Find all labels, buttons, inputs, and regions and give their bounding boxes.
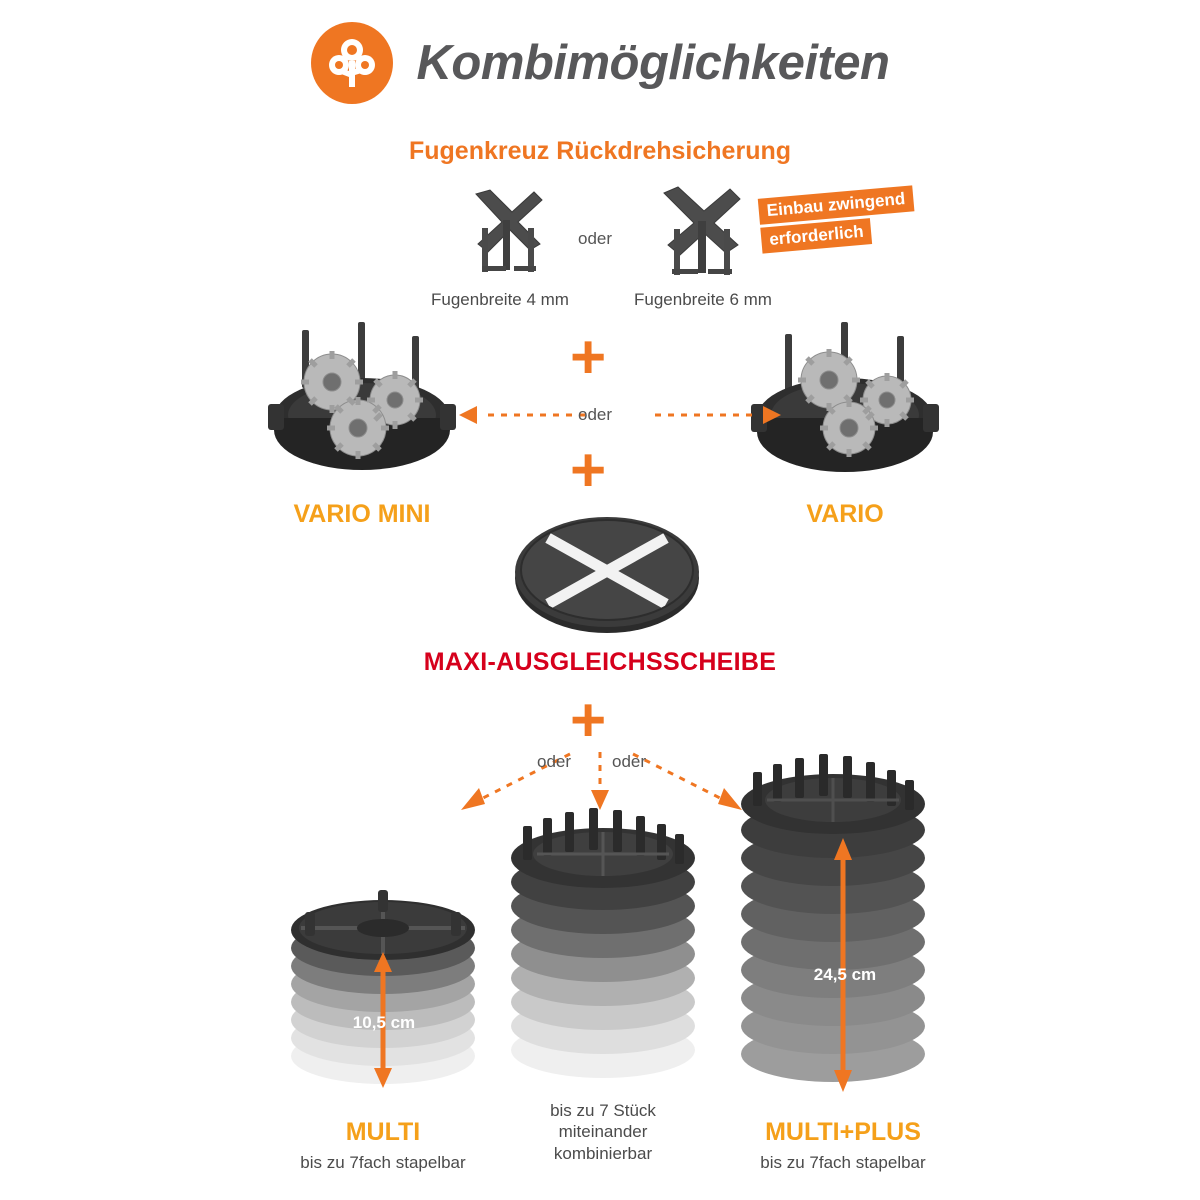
vario-or-label: oder <box>578 405 613 424</box>
measure-label-multiplus: 24,5 cm <box>813 965 877 984</box>
caption-multi: bis zu 7fach stapelbar <box>300 1153 466 1172</box>
dotted-arrow-right <box>650 398 785 432</box>
dotted-arrow-left <box>455 398 590 432</box>
page-title: Kombimöglichkeiten <box>416 36 890 90</box>
badge-line-1: Einbau zwingend <box>758 185 915 224</box>
joint-cross-6mm-icon <box>660 185 746 277</box>
section-headline: Fugenkreuz Rückdrehsicherung <box>408 137 792 165</box>
caption-fugenbreite-4mm: Fugenbreite 4 mm <box>431 290 569 309</box>
caption-combination-line-1: bis zu 7 Stück <box>550 1101 656 1120</box>
product-name-vario-mini: VARIO MINI <box>293 500 431 528</box>
joint-cross-4mm-icon <box>470 188 548 276</box>
plus-sign-bottom: + <box>570 686 607 755</box>
product-name-maxi-disc: MAXI-AUSGLEICHSSCHEIBE <box>423 648 777 676</box>
product-name-multi: MULTI <box>345 1118 421 1146</box>
vario-mini-product-image <box>262 318 462 488</box>
stacks-or-label-right: oder <box>612 752 647 771</box>
stacks-or-label-left: oder <box>537 752 572 771</box>
joint-cross-or-label: oder <box>578 229 613 248</box>
status-badge <box>758 185 917 256</box>
caption-combination-line-3: kombinierbar <box>553 1143 653 1163</box>
plus-sign-middle: + <box>570 436 607 505</box>
poster-header <box>0 22 1200 104</box>
combination-stack-image <box>503 800 703 1090</box>
caption-fugenbreite-6mm: Fugenbreite 6 mm <box>634 290 772 309</box>
product-name-multiplus: MULTI+PLUS <box>765 1118 921 1146</box>
caption-combination <box>478 1100 728 1164</box>
caption-combination-line-2: miteinander <box>558 1122 648 1142</box>
multi-stack-image <box>283 868 483 1090</box>
caption-multiplus: bis zu 7fach stapelbar <box>760 1153 926 1172</box>
product-name-vario: VARIO <box>806 500 884 528</box>
multiplus-stack-image <box>733 748 933 1096</box>
plus-sign-top: + <box>570 323 607 392</box>
measure-label-multi: 10,5 cm <box>352 1013 416 1032</box>
badge-line-2: erforderlich <box>760 218 872 254</box>
tree-logo-icon <box>311 22 393 104</box>
maxi-disc-product-image <box>512 512 702 636</box>
